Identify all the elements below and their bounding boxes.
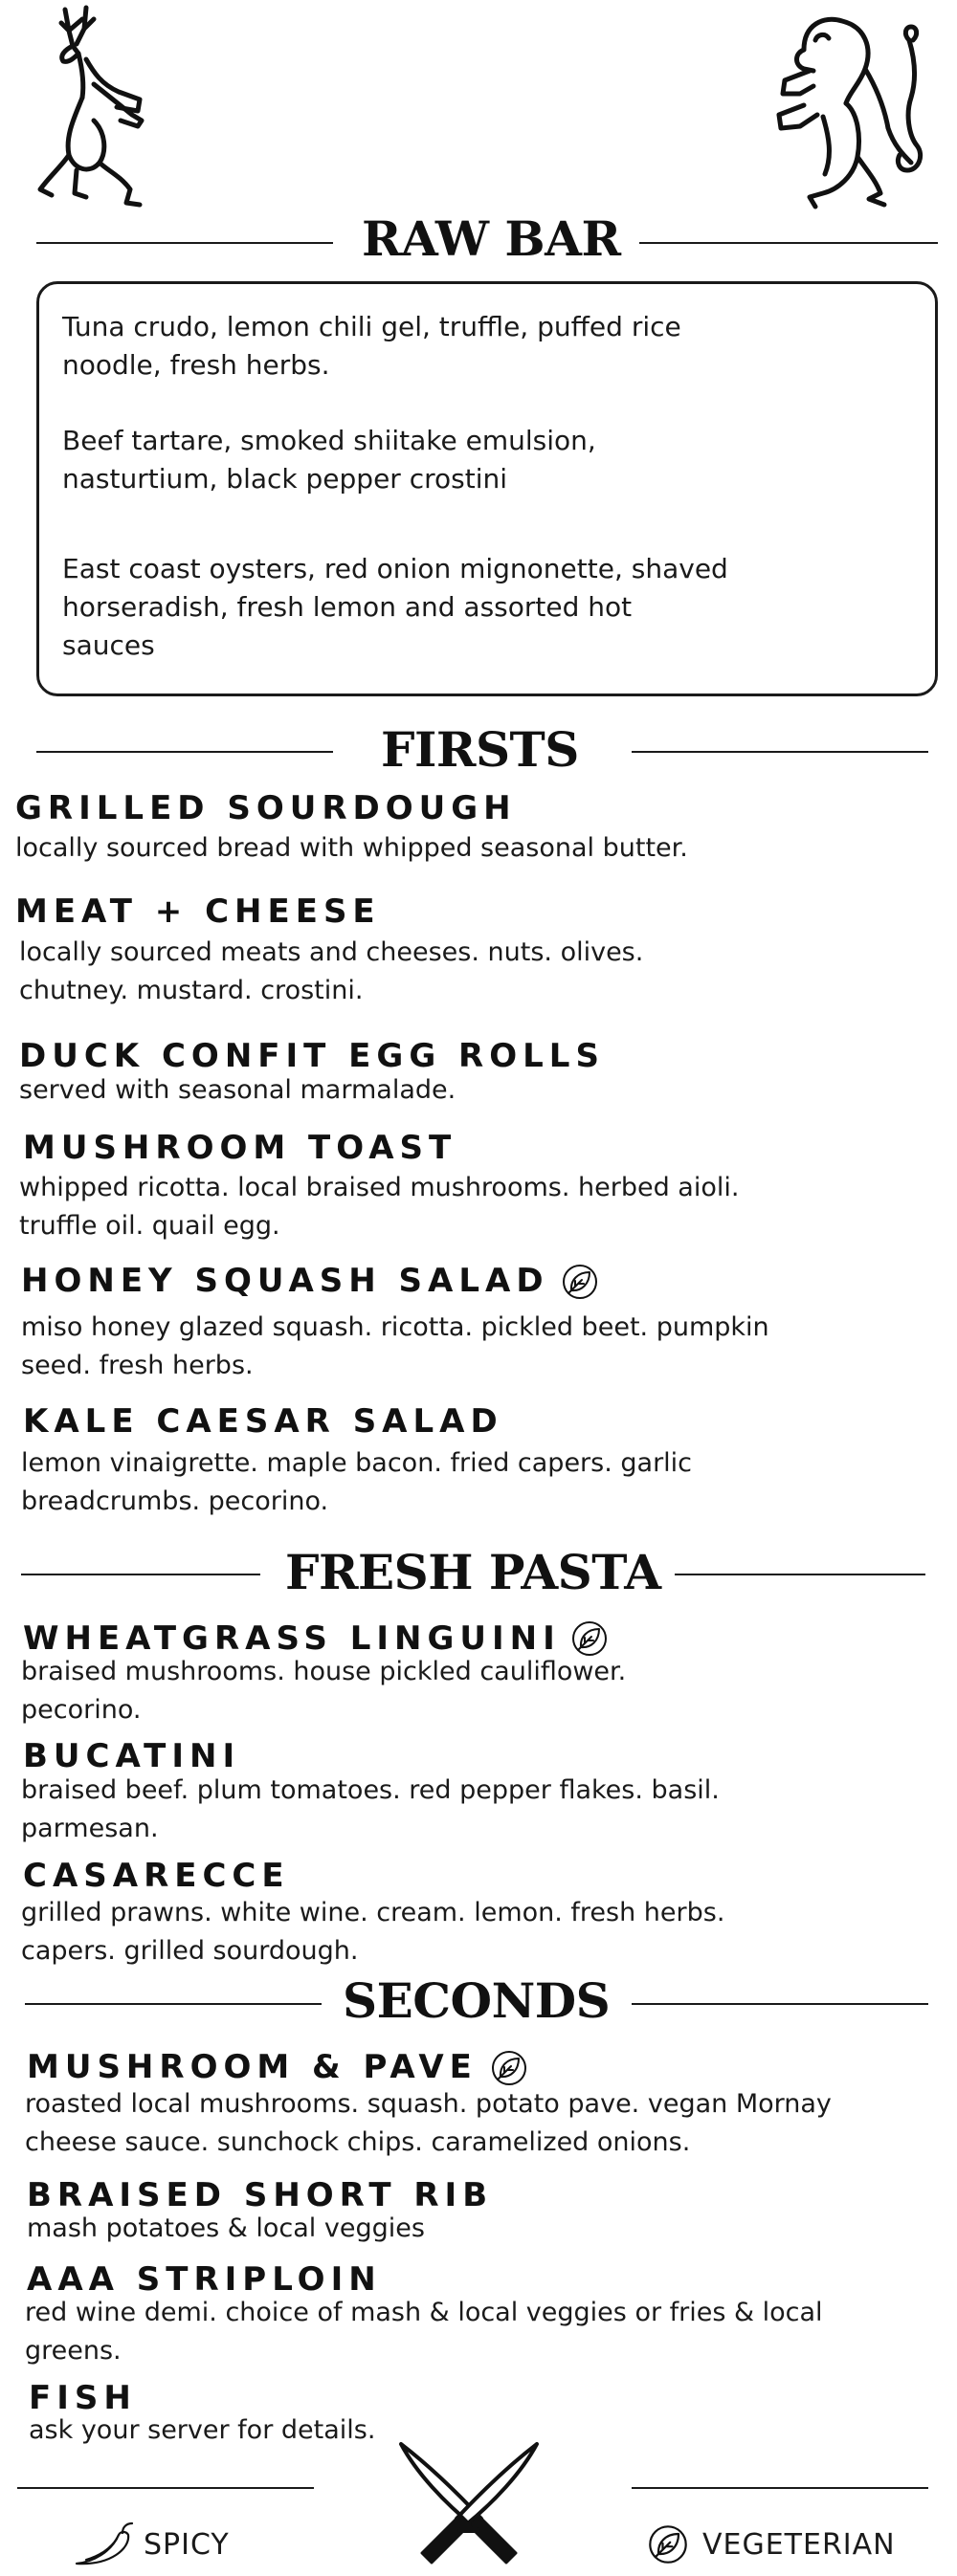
menu-item-description: locally sourced meats and cheeses. nuts. olives. chutney. mustard. crostini. xyxy=(19,937,644,1005)
section-divider xyxy=(632,751,928,753)
menu-item-name: FISH xyxy=(29,2379,137,2417)
leaf-icon xyxy=(490,2049,528,2087)
menu-item-description: grilled prawns. white wine. cream. lemon. fresh herbs. capers. grilled sourdough. xyxy=(21,1898,725,1966)
section-divider xyxy=(632,2003,928,2005)
menu-item-name: MUSHROOM & PAVE xyxy=(27,2048,478,2086)
menu-item-name: DUCK CONFIT EGG ROLLS xyxy=(19,1037,605,1075)
menu-item-description: braised mushrooms. house pickled cauliflower. pecorino. xyxy=(21,1657,627,1725)
menu-item-name: BUCATINI xyxy=(23,1737,241,1775)
menu-item-name: KALE CAESAR SALAD xyxy=(23,1402,503,1441)
menu-item-name: WHEATGRASS LINGUINI xyxy=(23,1619,561,1658)
menu-item-name: MUSHROOM TOAST xyxy=(23,1129,457,1167)
menu-item-name: CASARECCE xyxy=(23,1857,290,1895)
raw-bar-item: Beef tartare, smoked shiitake emulsion, nasturtium, black pepper crostini xyxy=(62,425,596,495)
menu-item-name: BRAISED SHORT RIB xyxy=(27,2176,494,2214)
leaf-icon xyxy=(570,1619,609,1658)
raw-bar-item: East coast oysters, red onion mignonette, shaved horseradish, fresh lemon and assorted hot sauces xyxy=(62,553,728,661)
footer-divider xyxy=(17,2487,314,2489)
section-title-raw-bar: RAW BAR xyxy=(362,210,621,267)
menu-item-description: red wine demi. choice of mash & local veggies or fries & local greens. xyxy=(25,2298,823,2366)
menu-item-name: AAA STRIPLOIN xyxy=(27,2260,382,2299)
crossed-knives-icon xyxy=(388,2434,550,2576)
chili-pepper-icon xyxy=(73,2520,134,2569)
section-title-firsts: FIRSTS xyxy=(381,721,579,778)
footer-divider xyxy=(632,2487,928,2489)
menu-item-name: GRILLED SOURDOUGH xyxy=(15,789,517,827)
section-divider xyxy=(21,1574,260,1575)
legend-spicy-label: SPICY xyxy=(144,2528,230,2562)
menu-item-name: MEAT + CHEESE xyxy=(15,892,381,931)
section-divider xyxy=(675,1574,925,1575)
menu-item-description: locally sourced bread with whipped seasonal butter. xyxy=(15,833,688,863)
section-divider xyxy=(639,242,938,244)
menu-item-description: mash potatoes & local veggies xyxy=(27,2213,425,2243)
legend-vegetarian-label: VEGETERIAN xyxy=(702,2528,896,2562)
section-divider xyxy=(25,2003,322,2005)
rearing-deer-icon xyxy=(27,2,170,222)
menu-item-description: roasted local mushrooms. squash. potato pave. vegan Mornay cheese sauce. sunchock chips. caramelized onions. xyxy=(25,2089,832,2157)
raw-bar-item: Tuna crudo, lemon chili gel, truffle, puffed rice noodle, fresh herbs. xyxy=(62,311,681,381)
menu-item-description: braised beef. plum tomatoes. red pepper flakes. basil. parmesan. xyxy=(21,1775,720,1843)
menu-item-description: ask your server for details. xyxy=(29,2415,376,2445)
section-divider xyxy=(36,751,333,753)
menu-item-description: served with seasonal marmalade. xyxy=(19,1075,456,1105)
section-title-fresh-pasta: FRESH PASTA xyxy=(285,1544,661,1600)
leaf-icon xyxy=(647,2523,689,2565)
menu-item-description: whipped ricotta. local braised mushrooms. herbed aioli. truffle oil. quail egg. xyxy=(19,1173,740,1241)
menu-item-description: miso honey glazed squash. ricotta. pickled beet. pumpkin seed. fresh herbs. xyxy=(21,1312,769,1380)
section-title-seconds: SECONDS xyxy=(343,1972,611,2029)
rearing-lion-icon xyxy=(766,2,928,222)
menu-item-name: HONEY SQUASH SALAD xyxy=(21,1262,549,1300)
menu-item-description: lemon vinaigrette. maple bacon. fried capers. garlic breadcrumbs. pecorino. xyxy=(21,1448,693,1516)
section-divider xyxy=(36,242,333,244)
leaf-icon xyxy=(561,1263,599,1301)
